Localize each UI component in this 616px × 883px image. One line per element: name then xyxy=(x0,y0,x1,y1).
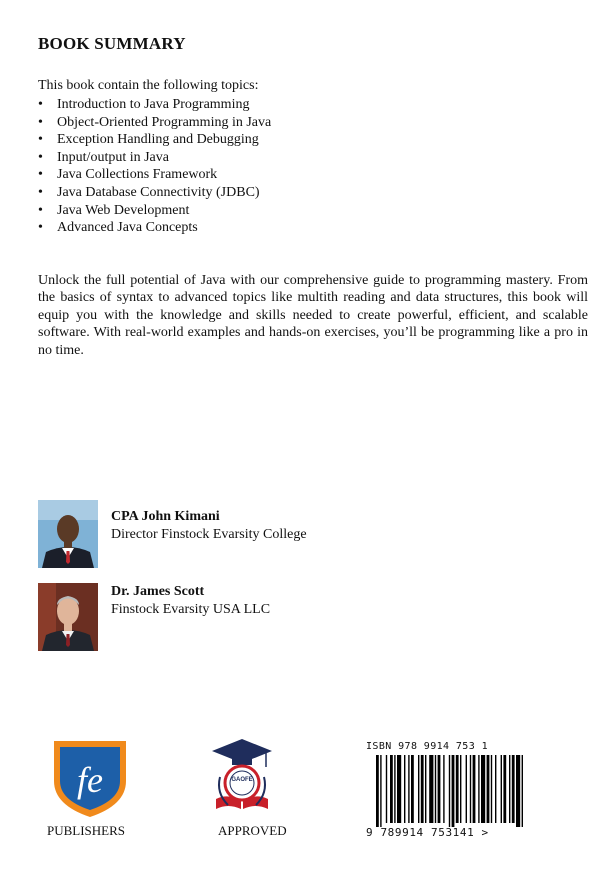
author-photo xyxy=(38,500,98,568)
bullet-icon: • xyxy=(38,202,43,218)
author-name: CPA John Kimani xyxy=(111,509,220,524)
approved-logo-mark: GAOFE xyxy=(231,777,253,783)
isbn-barcode xyxy=(366,739,592,839)
barcode-bar xyxy=(516,755,520,827)
bullet-icon: • xyxy=(38,114,43,130)
list-item: • Advanced Java Concepts xyxy=(38,220,198,236)
barcode-bar xyxy=(481,755,485,823)
barcode-bar xyxy=(418,755,419,823)
barcode-bar xyxy=(421,755,424,823)
barcode-bar xyxy=(394,755,395,823)
barcode-bar xyxy=(473,755,476,823)
barcode-bar xyxy=(466,755,467,823)
barcode-bar xyxy=(435,755,436,823)
bullet-icon: • xyxy=(38,97,43,112)
barcode-bar xyxy=(376,755,379,827)
barcode-bar xyxy=(380,755,381,827)
list-item: • Input/output in Java xyxy=(38,149,169,165)
barcode-bar xyxy=(487,755,490,823)
barcode-bar xyxy=(386,755,387,823)
barcode-bar xyxy=(411,755,414,823)
book-description: Unlock the full potential of Java with our comprehensive guide to programming mastery. From the basics of syntax to advanced topics like multith reading and data structures, this book will equip you with the knowledge and skills needed to create powerful, efficient, and scalable software. With real-world examples and hands-on exercises, you’ll be programming like a pro in no time. xyxy=(38,273,588,358)
barcode-bar xyxy=(404,755,405,823)
barcode-bar xyxy=(460,755,461,823)
publisher-logo-mark: fe xyxy=(77,760,103,800)
barcode-bar xyxy=(438,755,441,823)
topics-list xyxy=(38,96,271,237)
barcode-bar xyxy=(478,755,479,823)
approved-caption: APPROVED xyxy=(218,823,287,838)
barcode-bar xyxy=(470,755,471,823)
barcode-bar xyxy=(495,755,496,823)
author-title: Finstock Evarsity USA LLC xyxy=(111,602,271,617)
list-item: • Java Web Development xyxy=(38,202,190,218)
isbn-number: 9 789914 753141 > xyxy=(366,826,489,839)
barcode-bar xyxy=(503,755,506,823)
barcode-bar xyxy=(425,755,426,823)
list-item: • Introduction to Java Programming xyxy=(38,97,250,112)
author-info xyxy=(111,583,441,619)
approved-logo xyxy=(206,737,278,821)
bullet-icon: • xyxy=(38,184,43,200)
barcode-bar xyxy=(408,755,409,823)
barcode-bar xyxy=(429,755,433,823)
author-info xyxy=(111,508,441,544)
barcode-bar xyxy=(512,755,515,823)
barcode-bar xyxy=(390,755,393,823)
barcode-bar xyxy=(443,755,444,823)
bullet-icon: • xyxy=(38,167,43,183)
list-item: • Java Database Connectivity (JDBC) xyxy=(38,184,260,200)
topics-intro: This book contain the following topics: xyxy=(38,78,259,93)
barcode-bar xyxy=(397,755,401,823)
barcode-bar xyxy=(491,755,492,823)
bullet-icon: • xyxy=(38,220,43,236)
barcode-bar xyxy=(456,755,459,823)
publisher-caption: PUBLISHERS xyxy=(47,823,126,838)
author-title: Director Finstock Evarsity College xyxy=(111,527,307,542)
list-item: • Exception Handling and Debugging xyxy=(38,132,259,148)
list-item: • Java Collections Framework xyxy=(38,167,218,183)
page-title: BOOK SUMMARY xyxy=(38,34,186,53)
barcode-bar xyxy=(509,755,510,823)
author-name: Dr. James Scott xyxy=(111,584,205,599)
bullet-icon: • xyxy=(38,149,43,165)
publisher-logo xyxy=(48,737,132,819)
barcode-bar xyxy=(522,755,523,827)
barcode-bar xyxy=(452,755,455,827)
bullet-icon: • xyxy=(38,132,43,148)
list-item: • Object-Oriented Programming in Java xyxy=(38,114,272,130)
isbn-label: ISBN 978 9914 753 1 xyxy=(366,741,488,752)
author-photo xyxy=(38,583,98,651)
barcode-bar xyxy=(501,755,502,823)
barcode-bar xyxy=(449,755,450,827)
